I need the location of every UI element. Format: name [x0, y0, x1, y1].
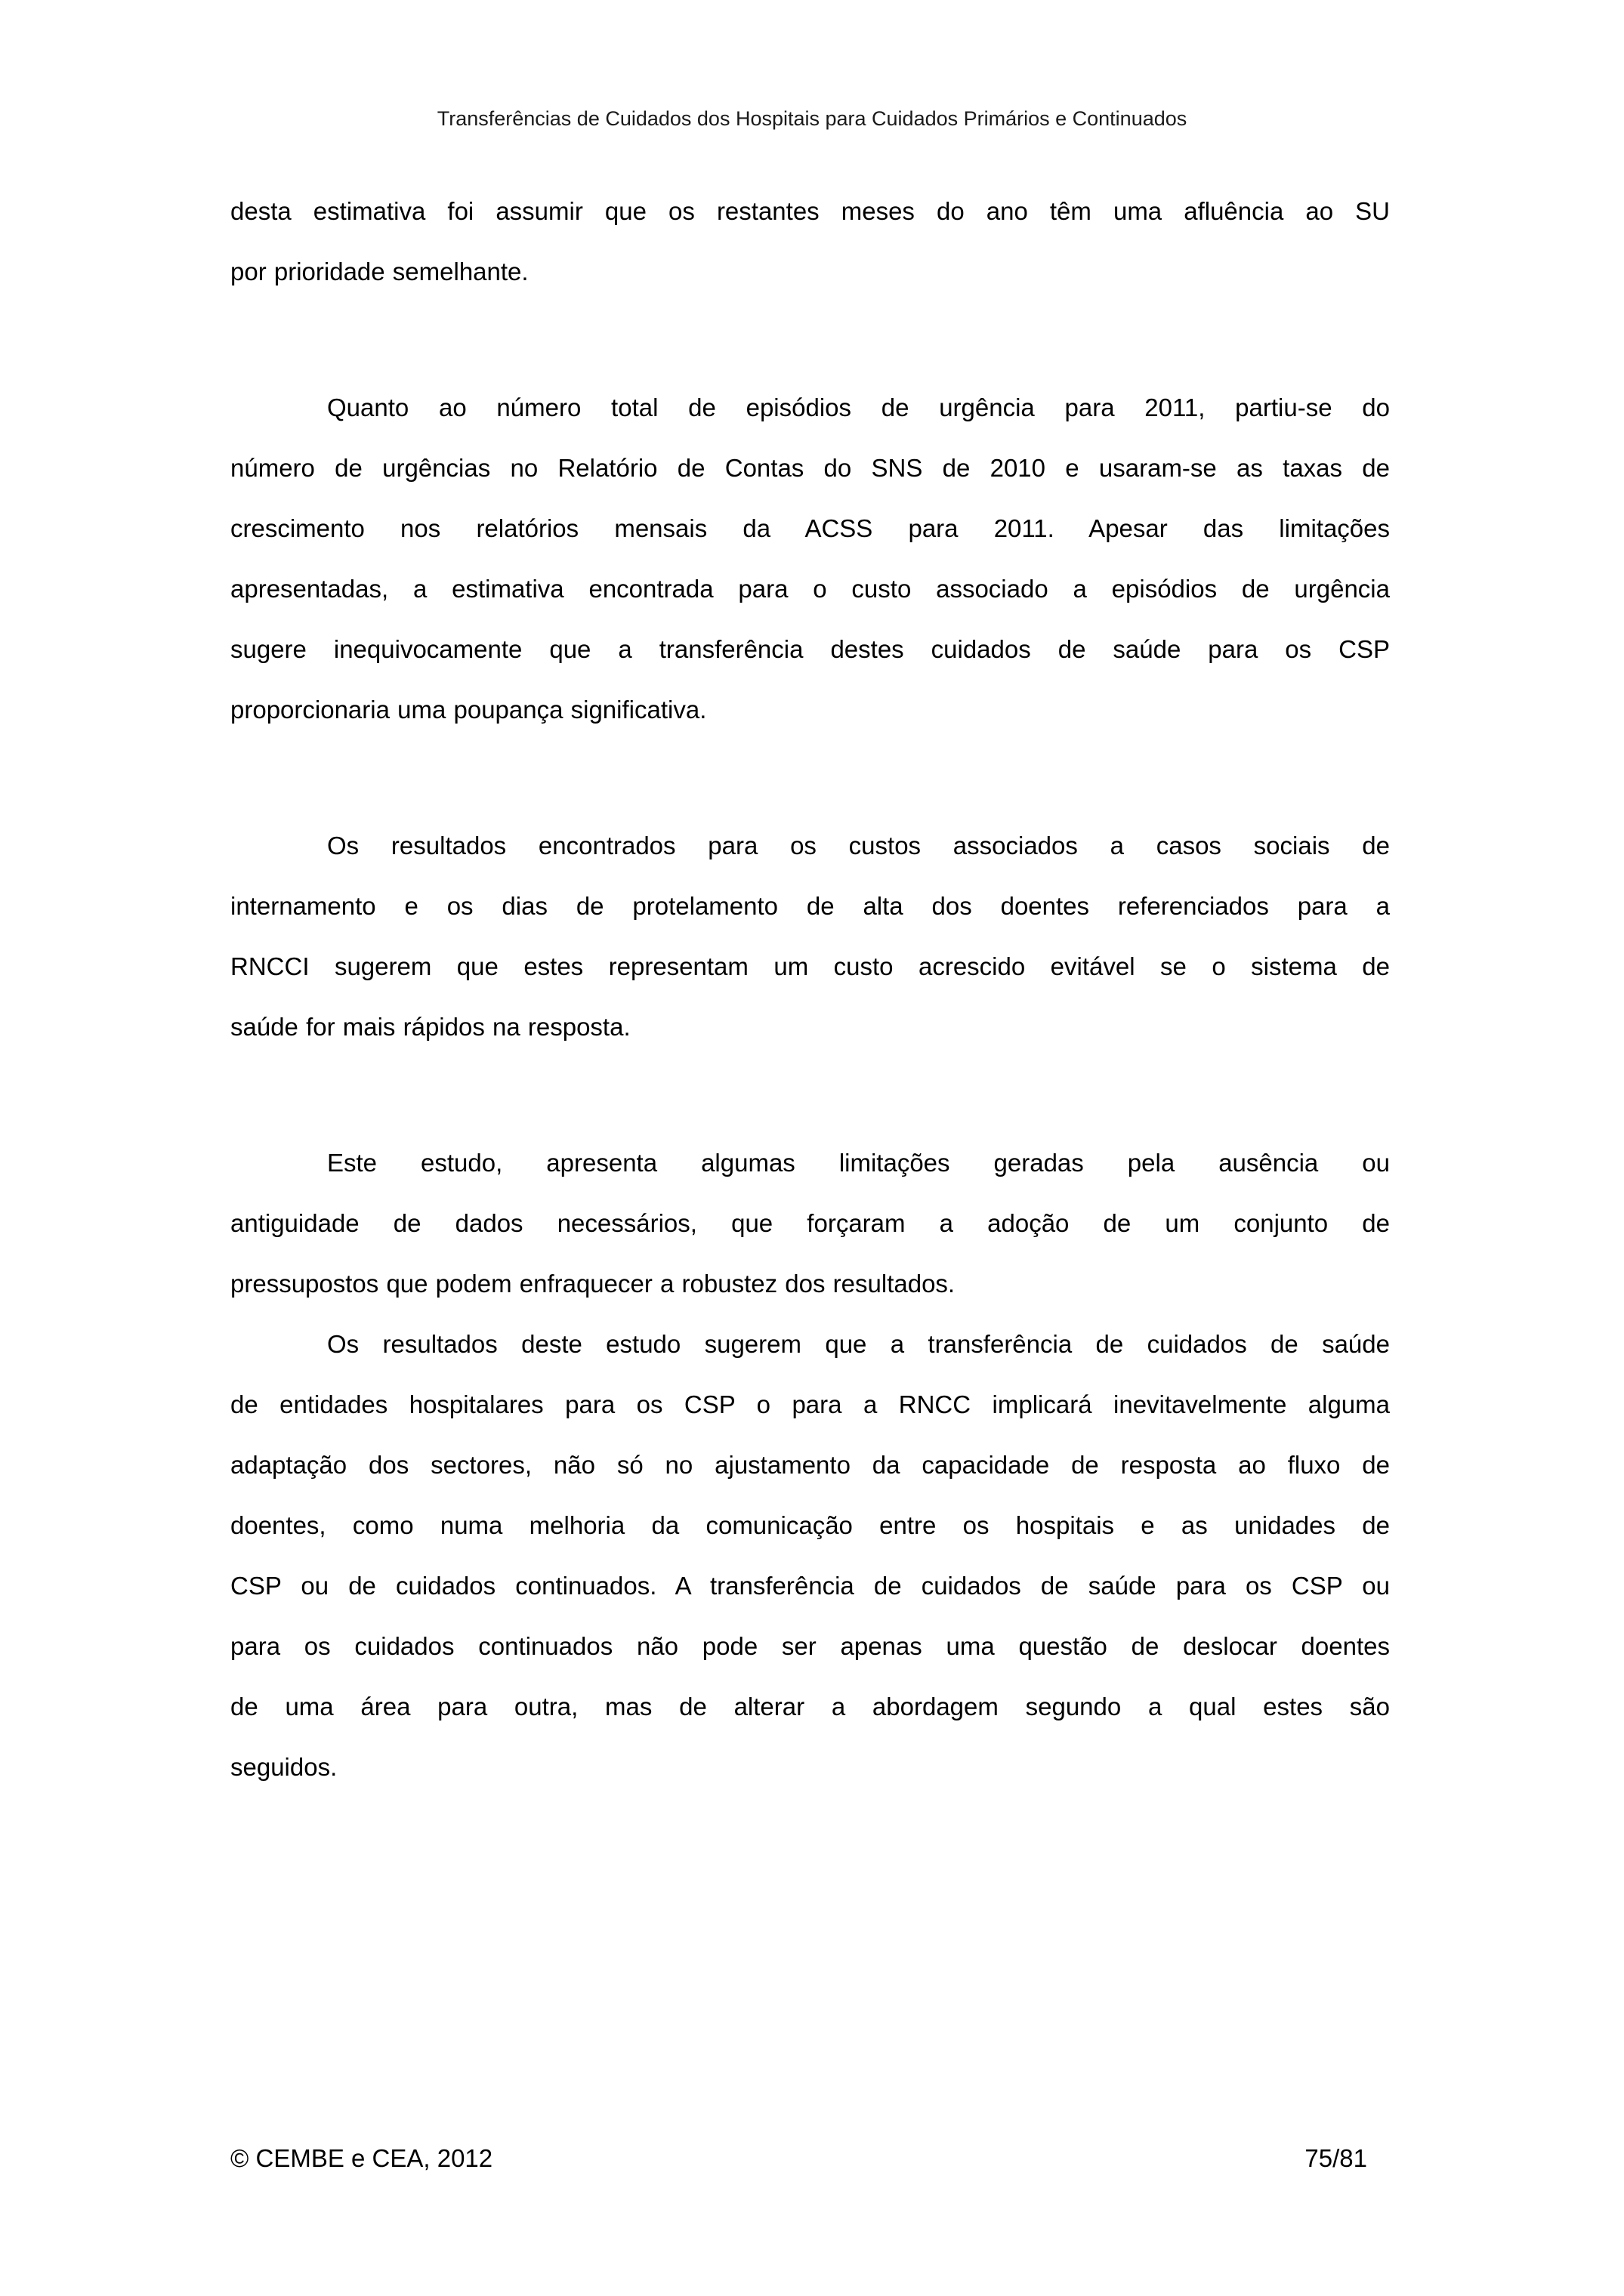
text-line: de uma área para outra, mas de alterar a abordagem segundo a qual estes são	[230, 1693, 1390, 1720]
document-body	[230, 181, 1390, 1798]
text-line: internamento e os dias de protelamento de alta dos doentes referenciados para a	[230, 892, 1390, 920]
footer-page-number: 75/81	[1304, 2144, 1367, 2172]
text-line: Quanto ao número total de episódios de urgência para 2011, partiu-se do	[327, 393, 1390, 421]
text-line: crescimento nos relatórios mensais da ACSS para 2011. Apesar das limitações	[230, 514, 1390, 542]
text-line: pressupostos que podem enfraquecer a robustez dos resultados.	[230, 1270, 956, 1298]
text-line: seguidos.	[230, 1753, 338, 1781]
text-line: RNCCI sugerem que estes representam um custo acrescido evitável se o sistema de	[230, 952, 1390, 980]
page-header-title: Transferências de Cuidados dos Hospitais para Cuidados Primários e Continuados	[437, 107, 1187, 130]
paragraph	[230, 816, 1390, 1057]
text-line: antiguidade de dados necessários, que forçaram a adoção de um conjunto de	[230, 1209, 1390, 1237]
text-line: número de urgências no Relatório de Contas do SNS de 2010 e usaram-se as taxas de	[230, 454, 1390, 482]
page-footer	[230, 2142, 1390, 2175]
text-line: Este estudo, apresenta algumas limitações geradas pela ausência ou	[327, 1149, 1390, 1177]
paragraph	[230, 378, 1390, 740]
text-line: de entidades hospitalares para os CSP o para a RNCC implicará inevitavelmente alguma	[230, 1390, 1390, 1418]
text-line: saúde for mais rápidos na resposta.	[230, 1013, 631, 1041]
text-line: proporcionaria uma poupança significativa.	[230, 696, 707, 724]
text-line: desta estimativa foi assumir que os restantes meses do ano têm uma afluência ao SU	[230, 197, 1390, 225]
footer-copyright: © CEMBE e CEA, 2012	[230, 2144, 493, 2172]
text-line: apresentadas, a estimativa encontrada para o custo associado a episódios de urgência	[230, 575, 1390, 603]
paragraph	[230, 1133, 1390, 1314]
paragraph	[230, 181, 1390, 302]
text-line: Os resultados deste estudo sugerem que a transferência de cuidados de saúde	[327, 1330, 1390, 1358]
text-line: para os cuidados continuados não pode ser apenas uma questão de deslocar doentes	[230, 1632, 1390, 1660]
text-line: por prioridade semelhante.	[230, 258, 529, 285]
paragraph	[230, 1314, 1390, 1798]
text-line: Os resultados encontrados para os custos associados a casos sociais de	[327, 832, 1390, 859]
text-line: adaptação dos sectores, não só no ajustamento da capacidade de resposta ao fluxo de	[230, 1451, 1390, 1479]
text-line: sugere inequivocamente que a transferência destes cuidados de saúde para os CSP	[230, 635, 1390, 663]
text-line: doentes, como numa melhoria da comunicação entre os hospitais e as unidades de	[230, 1511, 1390, 1539]
text-line: CSP ou de cuidados continuados. A transferência de cuidados de saúde para os CSP ou	[230, 1572, 1390, 1600]
